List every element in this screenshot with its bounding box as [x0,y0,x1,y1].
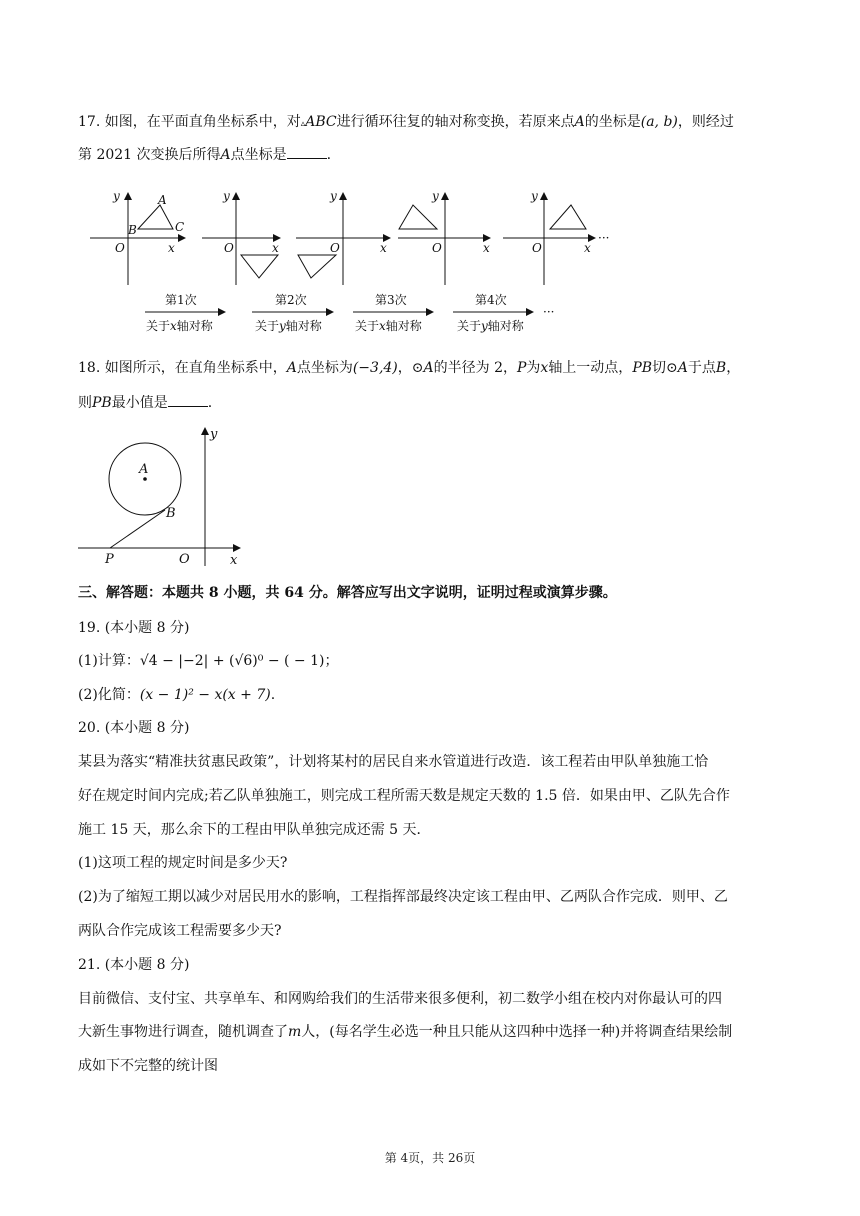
q18-figure [70,424,270,574]
q17-figure [0,185,860,345]
svg-text:O: O [532,241,542,255]
q20-question-2a: (2)为了缩短工期以减少对居民用水的影响，工程指挥部最终决定该工程由甲、乙两队合作完成．则甲、乙 [78,889,728,905]
q18-line-2: 则PB最小值是 . [78,395,213,411]
svg-text:x: x [483,241,490,255]
q17-y-label-1: y [113,189,120,203]
svg-text:x: x [168,241,175,255]
q20-text-3: 施工 15 天，那么余下的工程由甲队单独完成还需 5 天． [78,822,431,838]
answer-blank [168,394,208,407]
q17-line-1: 17. 如图，在平面直角坐标系中，对▵ABC进行循环往复的轴对称变换，若原来点A的坐标是(a, b)，则经过 [78,114,734,130]
q20-text-2: 好在规定时间内完成;若乙队单独施工，则完成工程所需天数是规定天数的 1.5 倍．如果由甲、乙队先合作 [78,788,730,804]
answer-blank [287,146,327,159]
vertex-a-label: A [158,193,167,207]
triangle-symbol: ▵ [300,119,306,129]
step-1-bottom: 关于x轴对称 [146,319,213,333]
origin-label: O [179,552,190,567]
q19-part-2: (2)化简：(x − 1)² − x(x + 7). [78,687,276,703]
step-3-top: 第3次 [375,293,407,307]
svg-text:x: x [230,553,238,568]
q21-text-2: 大新生事物进行调查，随机调查了m人，(每名学生必选一种且只能从这四种中选择一种)并将调查结果绘制 [78,1024,733,1040]
point-p-label: P [105,552,114,567]
vertex-c-label: C [175,220,185,234]
step-4-top: 第4次 [475,293,507,307]
q20-question-1: (1)这项工程的规定时间是多少天? [78,855,288,871]
q17-line-2: 第 2021 次变换后所得A点坐标是 . [78,147,332,163]
q20-text-1: 某县为落实“精准扶贫惠民政策”，计划将某村的居民自来水管道进行改造．该工程若由甲队单独施工恰 [78,754,709,770]
svg-text:x: x [584,241,591,255]
svg-text:x: x [272,241,279,255]
ellipsis-top: ··· [598,231,610,245]
point-b-label: B [166,506,176,521]
svg-text:x: x [380,241,387,255]
step-2-bottom: 关于y轴对称 [255,319,322,333]
q19-title: 19. (本小题 8 分) [78,620,190,636]
svg-text:O: O [432,241,442,255]
q21-title: 21. (本小题 8 分) [78,957,190,973]
q21-text-1: 目前微信、支付宝、共享单车、和网购给我们的生活带来很多便利，初二数学小组在校内对你最认可的四 [78,991,722,1007]
svg-text:O: O [224,241,234,255]
svg-text:y: y [330,189,337,203]
svg-text:y: y [432,189,439,203]
ellipsis-bottom: ··· [543,305,555,319]
step-4-bottom: 关于y轴对称 [457,319,524,333]
q20-question-2b: 两队合作完成该工程需要多少天? [78,923,282,939]
q20-title: 20. (本小题 8 分) [78,720,190,736]
step-1-top: 第1次 [165,293,197,307]
svg-text:y: y [223,189,230,203]
q19-part-1: (1)计算：√4 − |−2| + (√6)⁰ − ( − 1)； [78,653,339,669]
vertex-b-label: B [128,223,137,237]
svg-text:O: O [115,241,125,255]
point-a-label: A [139,462,149,477]
svg-text:y: y [531,189,538,203]
svg-text:O: O [330,241,340,255]
section-3-heading: 三、解答题：本题共 8 小题，共 64 分。解答应写出文字说明，证明过程或演算步骤。 [78,585,617,601]
svg-text:y: y [210,427,218,442]
q21-text-3: 成如下不完整的统计图 [78,1058,218,1074]
page-footer: 第 4页，共 26页 [384,1151,476,1165]
step-2-top: 第2次 [275,293,307,307]
step-3-bottom: 关于x轴对称 [355,319,422,333]
q18-line-1: 18. 如图所示，在直角坐标系中，A点坐标为(−3,4)，⊙A的半径为 2，P为x轴上一动点，PB切⊙A于点B， [78,360,741,376]
